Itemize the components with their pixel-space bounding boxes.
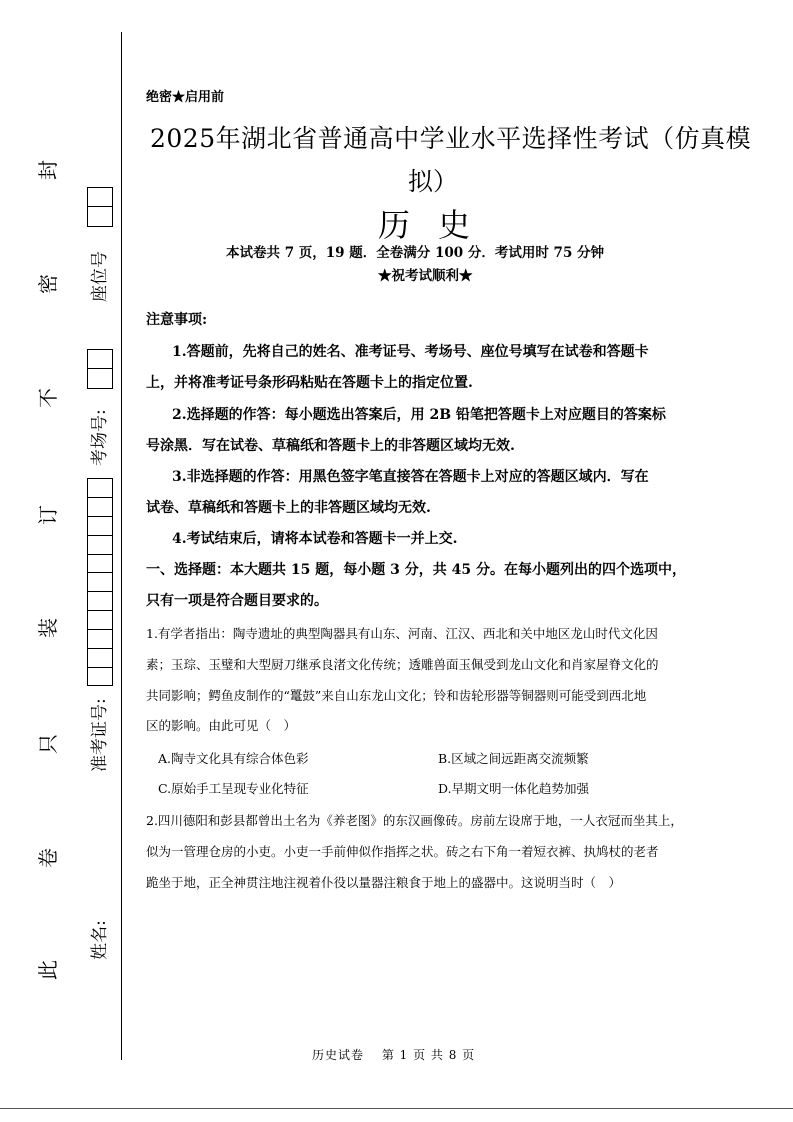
seal-char-6: 只 [36,734,60,754]
good-luck-line: ★祝考试顺利★ [378,268,473,284]
exam-id-box[interactable] [87,478,113,686]
notice-line-6: 试卷、草稿纸和答题卡上的非答题区域均无效. [146,500,431,516]
section1-heading-line2: 只有一项是符合题目要求的。 [146,593,328,609]
subject-title: 历史 [378,206,499,244]
q2-line-1: 2.四川德阳和彭县都曾出土名为《养老图》的东汉画像砖。房前左设席于地，一人衣冠而坐其上， [146,813,683,828]
q1-line-2: 素；玉琮、玉璧和大型厨刀继承良渚文化传统；透雕兽面玉佩受到龙山文化和肖家屋脊文化的 [146,657,659,672]
q1-line-4: 区的影响。由此可见（ ） [146,718,297,733]
exam-info: 本试卷共 7 页，19 题．全卷满分 100 分．考试用时 75 分钟 [226,245,605,261]
exam-room-box[interactable] [87,349,113,389]
q1-option-b[interactable]: B.区域之间远距离交流频繁 [438,751,589,766]
seal-char-7: 卷 [36,848,60,868]
seal-char-5: 装 [36,618,60,638]
notice-line-1: 1.答题前，先将自己的姓名、准考证号、考场号、座位号填写在试卷和答题卡 [172,344,649,360]
name-label: 姓名: [90,920,110,960]
notice-heading: 注意事项: [146,312,208,328]
q2-line-3: 跪坐于地，正全神贯注地注视着仆役以量器注粮食于地上的盛器中。这说明当时（ ） [146,875,622,890]
q1-line-3: 共同影响；鳄鱼皮制作的“鼍鼓”来自山东龙山文化；铃和齿轮形器等铜器则可能受到西北地 [146,688,647,703]
q2-line-2: 似为一管理仓房的小吏。小吏一手前伸似作指挥之状。砖之右下角一着短衣裤、执鸠杖的老者 [146,844,659,859]
exam-title-line1: 2025年湖北省普通高中学业水平选择性考试（仿真模 [150,124,752,153]
exam-title-line2: 拟） [408,167,459,196]
seal-char-1: 封 [36,160,60,180]
q1-line-1: 1.有学者指出：陶寺遗址的典型陶器具有山东、河南、江汉、西北和关中地区龙山时代文化因 [146,626,658,641]
notice-line-4: 号涂黑．写在试卷、草稿纸和答题卡上的非答题区域均无效. [146,438,515,454]
section1-heading-line1: 一、选择题：本大题共 15 题，每小题 3 分，共 45 分。在每小题列出的四个选项中， [146,562,686,578]
notice-line-7: 4.考试结束后，请将本试卷和答题卡一并上交. [172,531,458,547]
exam-id-label: 准考证号: [90,698,110,772]
page-footer: 历史试卷 第 1 页 共 8 页 [312,1048,476,1062]
seal-char-8: 此 [36,960,60,980]
q1-option-c[interactable]: C.原始手工呈现专业化特征 [158,781,309,796]
confidential-mark: 绝密★启用前 [146,90,225,105]
seal-char-2: 密 [36,274,60,294]
q1-option-d[interactable]: D.早期文明一体化趋势加强 [438,781,590,796]
notice-line-3: 2.选择题的作答：每小题选出答案后，用 2B 铅笔把答题卡上对应题目的答案标 [172,407,666,423]
q1-option-a[interactable]: A.陶寺文化具有综合体色彩 [158,751,309,766]
page-bottom-rule [0,1108,793,1109]
exam-room-label: 考场号: [90,409,110,466]
seat-number-box[interactable] [87,187,113,227]
notice-line-5: 3.非选择题的作答：用黑色签字笔直接答在答题卡上对应的答题区域内．写在 [172,469,649,485]
seal-char-4: 订 [36,505,60,525]
notice-line-2: 上，并将准考证号条形码粘贴在答题卡上的指定位置. [146,375,473,391]
seal-char-3: 不 [36,388,60,408]
binding-line [121,32,122,1060]
seat-number-label: 座位号 [90,251,110,302]
